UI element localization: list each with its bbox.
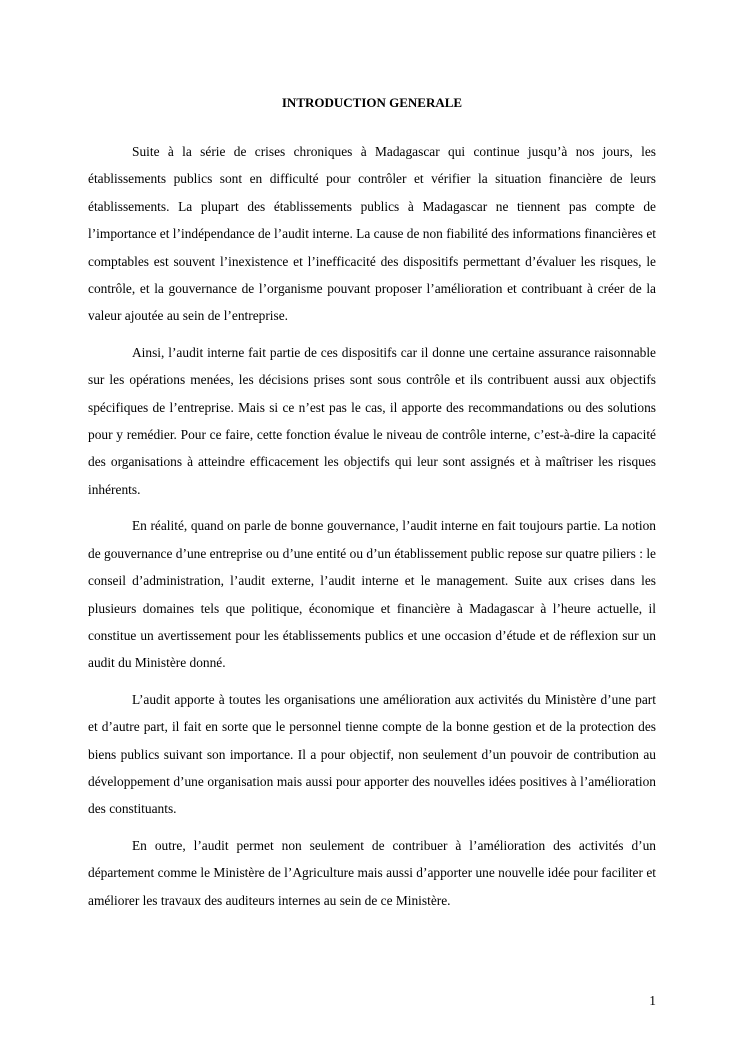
paragraph-1: Suite à la série de crises chroniques à Madagascar qui continue jusqu’à nos jours, les établissements publics sont en difficulté pour contrôler et vérifier la situation financière de leurs établissements. La plupart des établissements publics à Madagascar ne tiennent pas compte de l’importance et l’indépendance de l’audit interne. La cause de non fiabilité des informations financières et comptables est souvent l’inexistence et l’inefficacité des dispositifs permettant d’évaluer les risques, le contrôle, et la gouvernance de l’organisme pouvant proposer l’amélioration et contribuant à créer de la valeur ajoutée au sein de l’entreprise.	[88, 144, 656, 324]
paragraph-5: En outre, l’audit permet non seulement de contribuer à l’amélioration des activités d’un département comme le Ministère de l’Agriculture mais aussi d’apporter une nouvelle idée pour faciliter et améliorer les travaux des auditeurs internes au sein de ce Ministère.	[88, 837, 656, 908]
paragraph-2: Ainsi, l’audit interne fait partie de ces dispositifs car il donne une certaine assurance raisonnable sur les opérations menées, les décisions prises sont sous contrôle et ils contribuent aussi aux objectifs spécifiques de l’entreprise. Mais si ce n’est pas le cas, il apporte des recommandations ou des solutions pour y remédier. Pour ce faire, cette fonction évalue le niveau de contrôle interne, c’est-à-dire la capacité des organisations à atteindre efficacement les objectifs qui leur sont assignés et à maîtriser les risques inhérents.	[88, 344, 656, 497]
page-number: 1	[649, 993, 656, 1008]
paragraph-4: L’audit apporte à toutes les organisations une amélioration aux activités du Ministère d’une part et d’autre part, il fait en sorte que le personnel tienne compte de la bonne gestion et de la protection des biens publics suivant son importance. Il a pour objectif, non seulement d’un pouvoir de contribution au développement d’une organisation mais aussi pour apporter des nouvelles idées positives à l’amélioration des constituants.	[88, 691, 656, 817]
page-title: INTRODUCTION GENERALE	[281, 95, 463, 110]
paragraph-3: En réalité, quand on parle de bonne gouvernance, l’audit interne en fait toujours partie. La notion de gouvernance d’une entreprise ou d’une entité ou d’un établissement public repose sur quatre piliers : le conseil d’administration, l’audit externe, l’audit interne et le management. Suite aux crises dans les plusieurs domaines tels que politique, économique et financière à Madagascar à l’heure actuelle, il constitue un avertissement pour les établissements publics et une occasion d’étude et de réflexion sur un audit du Ministère donné.	[88, 518, 656, 671]
body-text	[88, 138, 656, 923]
